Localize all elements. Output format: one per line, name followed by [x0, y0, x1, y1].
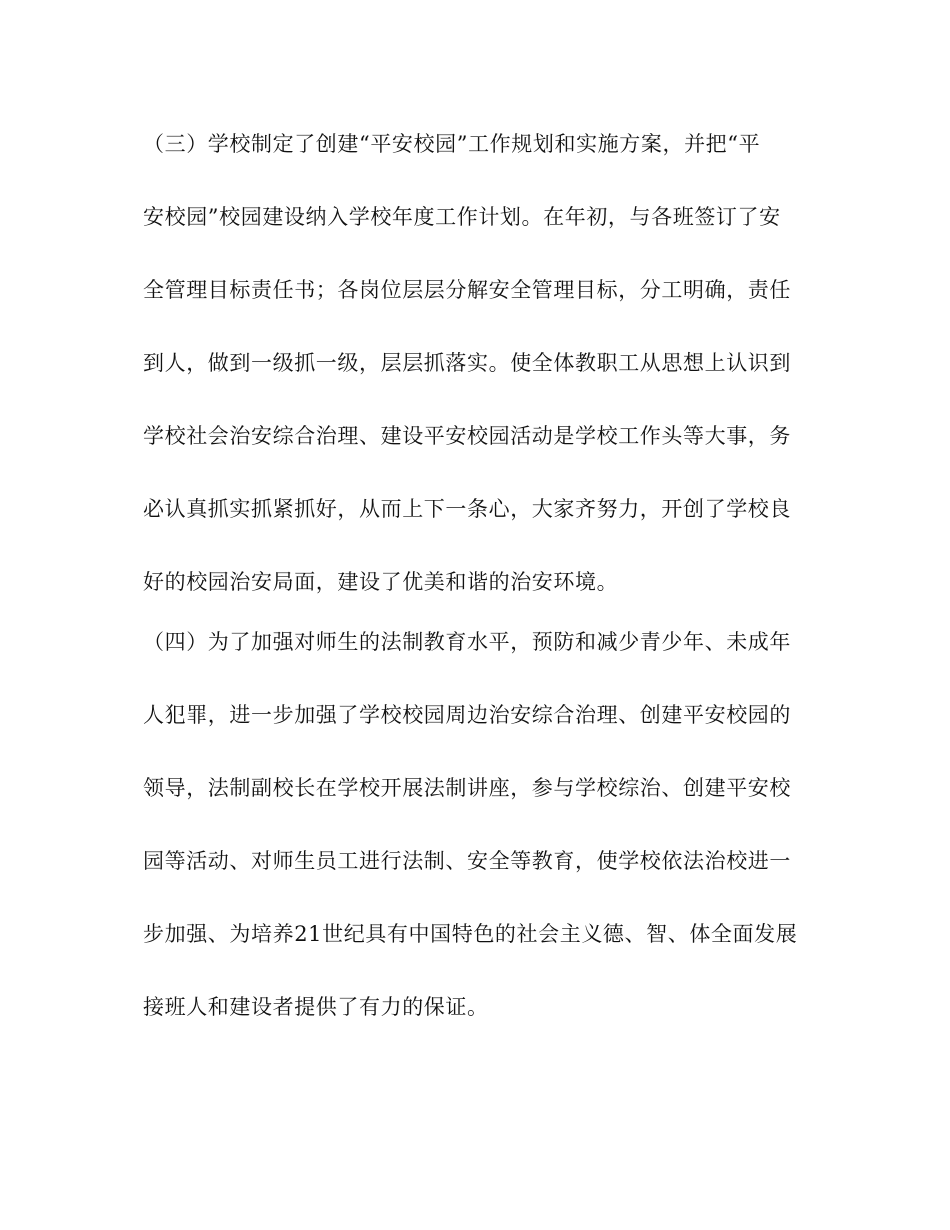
text-line: （三）学校制定了创建“平安校园”工作规划和实施方案，并把“平	[143, 132, 761, 156]
text-line: 到人，做到一级抓一级，层层抓落实。使全体教职工从思想上认识到	[143, 351, 791, 375]
text-line: 领导，法制副校长在学校开展法制讲座，参与学校综治、创建平安校	[143, 776, 791, 800]
text-line: 学校社会治安综合治理、建设平安校园活动是学校工作头等大事，务	[143, 424, 791, 448]
text-line: 园等活动、对师生员工进行法制、安全等教育，使学校依法治校进一	[143, 849, 791, 873]
text-line: 好的校园治安局面，建设了优美和谐的治安环境。	[143, 570, 619, 594]
text-line: （四）为了加强对师生的法制教育水平，预防和减少青少年、未成年	[143, 630, 791, 654]
text-line: 必认真抓实抓紧抓好，从而上下一条心，大家齐努力，开创了学校良	[143, 497, 791, 521]
text-line: 人犯罪，进一步加强了学校校园周边治安综合治理、创建平安校园的	[143, 703, 791, 727]
text-line: 安校园”校园建设纳入学校年度工作计划。在年初，与各班签订了安	[143, 205, 781, 229]
text-line: 接班人和建设者提供了有力的保证。	[143, 995, 489, 1019]
text-line: 步加强、为培养21世纪具有中国特色的社会主义德、智、体全面发展	[143, 922, 798, 946]
text-line: 全管理目标责任书；各岗位层层分解安全管理目标，分工明确，责任	[143, 278, 791, 302]
